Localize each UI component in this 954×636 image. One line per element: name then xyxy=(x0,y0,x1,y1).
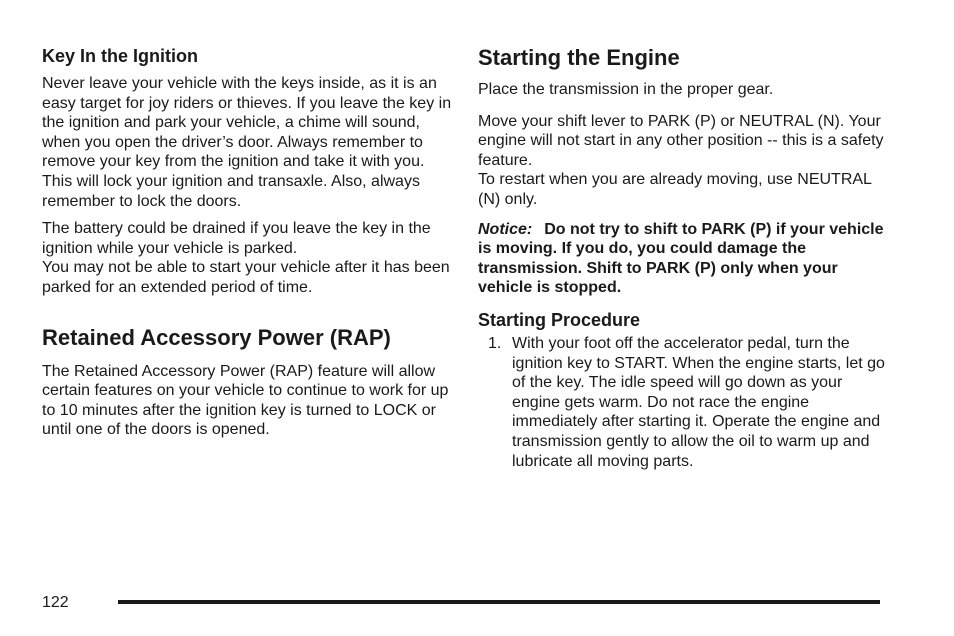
list-item-number: 1. xyxy=(488,334,502,352)
right-column xyxy=(478,44,888,471)
key-in-ignition-heading: Key In the Ignition xyxy=(42,46,198,66)
notice-block xyxy=(478,220,888,298)
starting-procedure-heading: Starting Procedure xyxy=(478,309,641,330)
key-in-ignition-paragraph-3: You may not be able to start your vehicle after it has been parked for an extended period of time. xyxy=(42,259,450,296)
notice-label: Notice: xyxy=(478,220,533,238)
list-item-text: With your foot off the accelerator pedal, turn the ignition key to START. When the engine starts, let go of the key. The idle speed will go down as your engine gets warm. Do not race the engine immediately after starting it. Operate the engine and transmission gently to allow the oil to warm up and lubricate all moving parts. xyxy=(512,334,885,470)
list-item xyxy=(478,334,888,471)
starting-engine-paragraph-3: To restart when you are already moving, use NEUTRAL (N) only. xyxy=(478,171,872,208)
key-in-ignition-paragraph-2: The battery could be drained if you leave the key in the ignition while your vehicle is parked. xyxy=(42,220,431,257)
starting-engine-heading: Starting the Engine xyxy=(478,45,680,70)
rap-heading: Retained Accessory Power (RAP) xyxy=(42,324,391,350)
rap-paragraph: The Retained Accessory Power (RAP) feature will allow certain features on your vehicle to continue to work for up to 10 minutes after the ignition key is turned to LOCK or until one of the doors is opened. xyxy=(42,362,449,439)
left-column xyxy=(42,44,454,448)
page-number: 122 xyxy=(42,594,69,611)
notice-text: Do not try to shift to PARK (P) if your vehicle is moving. If you do, you could damage the transmission. Shift to PARK (P) only when your vehicle is stopped. xyxy=(478,220,884,297)
footer-rule xyxy=(118,600,880,604)
key-in-ignition-paragraph-1: Never leave your vehicle with the keys inside, as it is an easy target for joy riders or thieves. If you leave the key in the ignition and park your vehicle, a chime will sound, when you open the driver’s door. Always remember to remove your key from the ignition and take it with you. This will lock your ignition and transaxle. Also, always remember to lock the doors. xyxy=(42,75,452,210)
starting-engine-paragraph-2: Move your shift lever to PARK (P) or NEUTRAL (N). Your engine will not start in any other position -- this is a safety feature. xyxy=(478,112,884,169)
starting-procedure-list xyxy=(478,334,888,471)
starting-engine-paragraph-1: Place the transmission in the proper gear. xyxy=(478,81,774,98)
